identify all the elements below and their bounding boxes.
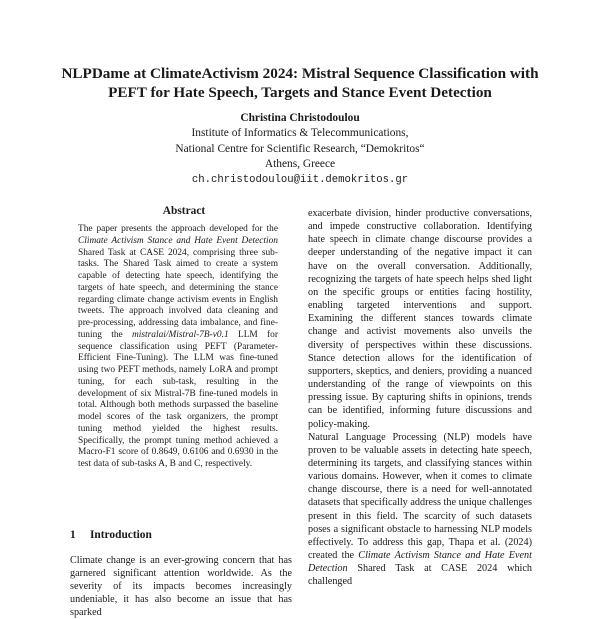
author-location: Athens, Greece	[264, 158, 336, 171]
paper-title	[40, 64, 560, 102]
right-paragraph-2-b: Shared Task at CASE 2024 which challenged	[308, 563, 532, 588]
introduction-body: Climate change is an ever-growing concern that has garnered significant attention worldwide. As the severity of its impacts becomes increasingly undeniable, it has also become an issue that has sparked	[70, 555, 292, 619]
section-number: 1	[70, 529, 76, 541]
author-block	[60, 111, 540, 188]
right-paragraph-1: exacerbate division, hinder productive conversations, and impede constructive collaboration. Identifying hate speech in climate change discourse provides a deeper understanding of the negative impact it can have on the overall conversation. Additionally, recognizing the targets of hate speech helps shed light on the specific groups or entities facing hostility, enabling targeted interventions and support. Examining the different stances towards climate change and activist movements also unveils the diversity of perspectives within these discussions. Stance detection allows for the identification of supporters, skeptics, and deniers, providing a nuanced understanding of the range of viewpoints on this pressing issue. By capturing shifts in opinions, trends can be identified, informing future discussions and policy-making.	[308, 208, 532, 430]
abstract-heading: Abstract	[162, 205, 206, 217]
title-line-1: NLPDame at ClimateActivism 2024: Mistral Sequence Classification with	[61, 65, 539, 82]
affiliation-line-1: Institute of Informatics & Telecommunications,	[191, 127, 409, 140]
abstract-text-a: The paper presents the approach developed for the	[78, 224, 278, 234]
abstract-text-c: LLM for sequence classification using PEFT (Parameter-Efficient Fine-Tuning). The LLM was fine-tuned using two PEFT methods, namely LoRA and prompt tuning, for each sub-task, resulting in the development of six Mistral-7B fine-tuned models in total. Although both methods surpassed the baseline model scores of the task organizers, the prompt tuning method yielded the highest results. Specifically, the prompt tuning method achieved a Macro-F1 score of 0.8649, 0.6106 and 0.6930 in the test data of sub-tasks A, B and C, respectively.	[78, 329, 278, 469]
right-column	[308, 207, 532, 589]
abstract-body	[78, 224, 278, 471]
abstract-text-b: Shared Task at CASE 2024, comprising three sub-tasks. The Shared Task aimed to create a system capable of detecting hate speech, identifying the targets of hate speech, and determining the stance regarding climate change activism events in English tweets. The approach involved data cleaning and pre-processing, addressing data imbalance, and fine-tuning the	[78, 247, 278, 340]
author-email: ch.christodoulou@iit.demokritos.gr	[191, 173, 409, 186]
right-paragraph-2	[308, 431, 532, 589]
section-title: Introduction	[90, 529, 152, 541]
right-paragraph-2-a: Natural Language Processing (NLP) models have proven to be valuable assets in detecting hate speech, determining its targets, and classifying stances within various domains. However, when it comes to climate change discourse, there is a need for well-annotated datasets that specifically address the unique challenges present in this field. The scarcity of such datasets poses a significant obstacle to harnessing NLP models effectively. To address this gap, Thapa et al. (2024) created the	[308, 431, 532, 562]
title-line-2: PEFT for Hate Speech, Targets and Stance Event Detection	[108, 84, 492, 101]
abstract-model-name: mistralai/Mistral-7B-v0.1	[132, 329, 229, 340]
abstract-task-name: Climate Activism Stance and Hate Event Detection	[78, 235, 278, 246]
affiliation-line-2: National Centre for Scientific Research, “Demokritos“	[175, 142, 425, 155]
introduction-heading	[70, 529, 300, 541]
author-name: Christina Christodoulou	[240, 112, 360, 124]
right-task-name: Climate Activism Stance and Hate Event Detection	[308, 550, 532, 575]
